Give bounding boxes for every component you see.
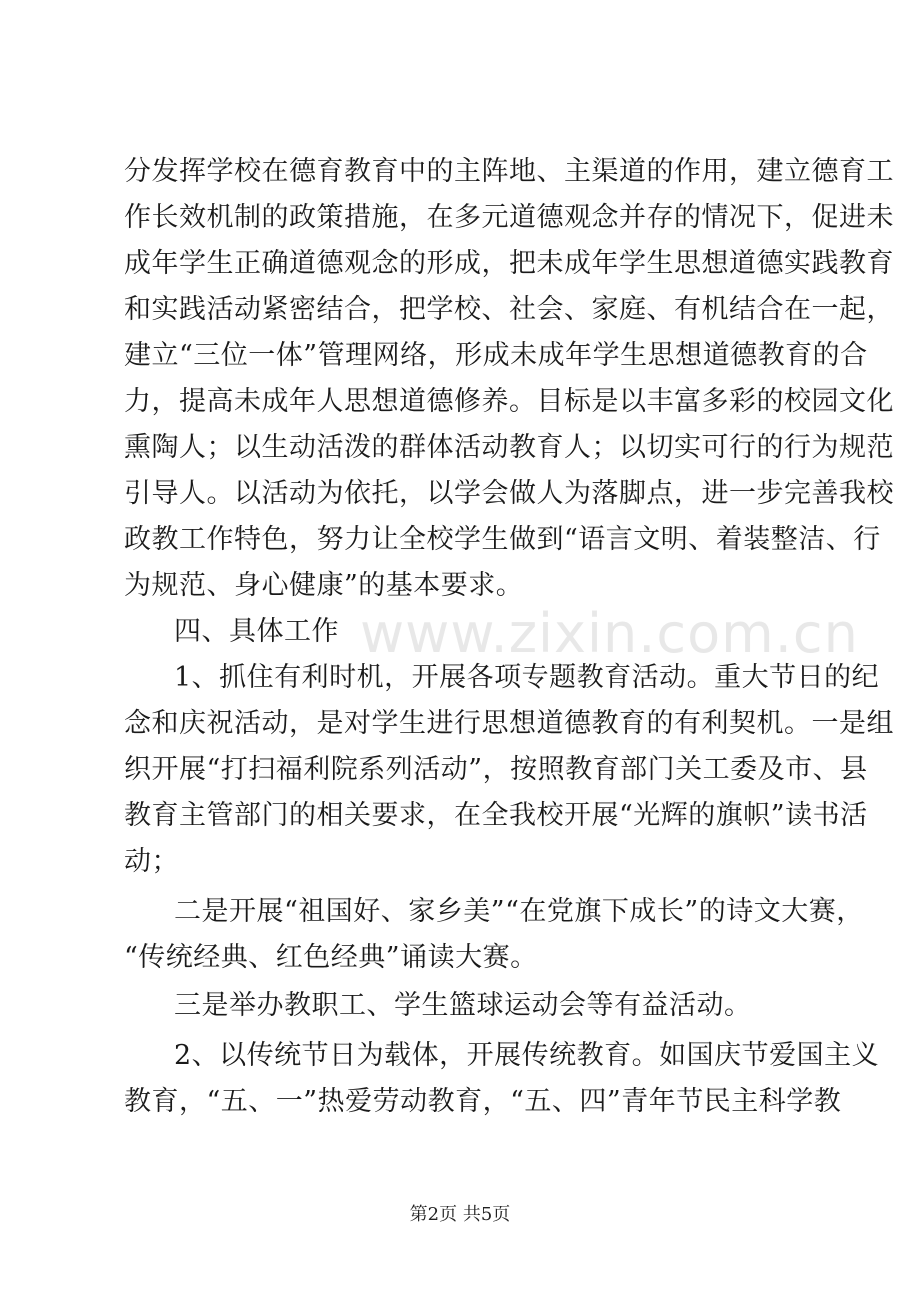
text-line: 成年学生正确道德观念的形成，把未成年学生思想道德实践教育 (124, 248, 894, 279)
text-line: 建立“三位一体”管理网络，形成未成年学生思想道德教育的合 (124, 340, 868, 371)
watermark: www.zixin.com.cn (360, 602, 859, 665)
text-line: 教育主管部门的相关要求，在全我校开展“光辉的旗帜”读书活 (124, 800, 868, 831)
text-line: “传统经典、红色经典”诵读大赛。 (124, 942, 538, 973)
text-line: 引导人。以活动为依托，以学会做人为落脚点，进一步完善我校 (124, 478, 894, 509)
section-heading: 四、具体工作 (174, 616, 339, 647)
text-line: 为规范、身心健康”的基本要求。 (124, 570, 524, 601)
page-footer: 第2页 共5页 (409, 1204, 511, 1225)
text-line: 教育，“五、一”热爱劳动教育，“五、四”青年节民主科学教 (124, 1086, 842, 1117)
text-line: 分发挥学校在德育教育中的主阵地、主渠道的作用，建立德育工 (124, 156, 894, 187)
text-line: 二是开展“祖国好、家乡美”“在党旗下成长”的诗文大赛， (174, 896, 864, 927)
text-line: 织开展“打扫福利院系列活动”，按照教育部门关工委及市、县 (124, 754, 868, 785)
text-line: 动； (124, 846, 179, 877)
text-line: 2、以传统节日为载体，开展传统教育。如国庆节爱国主义 (174, 1040, 880, 1071)
text-line: 念和庆祝活动，是对学生进行思想道德教育的有利契机。一是组 (124, 708, 894, 739)
text-line: 力，提高未成年人思想道德修养。目标是以丰富多彩的校园文化 (124, 386, 894, 417)
text-line: 政教工作特色，努力让全校学生做到“语言文明、着装整洁、行 (124, 524, 881, 555)
text-line: 熏陶人；以生动活泼的群体活动教育人；以切实可行的行为规范 (124, 432, 894, 463)
text-line: 和实践活动紧密结合，把学校、社会、家庭、有机结合在一起， (124, 294, 894, 325)
text-line: 1、抓住有利时机，开展各项专题教育活动。重大节日的纪 (174, 662, 880, 693)
text-line: 作长效机制的政策措施，在多元道德观念并存的情况下，促进未 (124, 202, 894, 233)
text-line: 三是举办教职工、学生篮球运动会等有益活动。 (174, 990, 752, 1021)
